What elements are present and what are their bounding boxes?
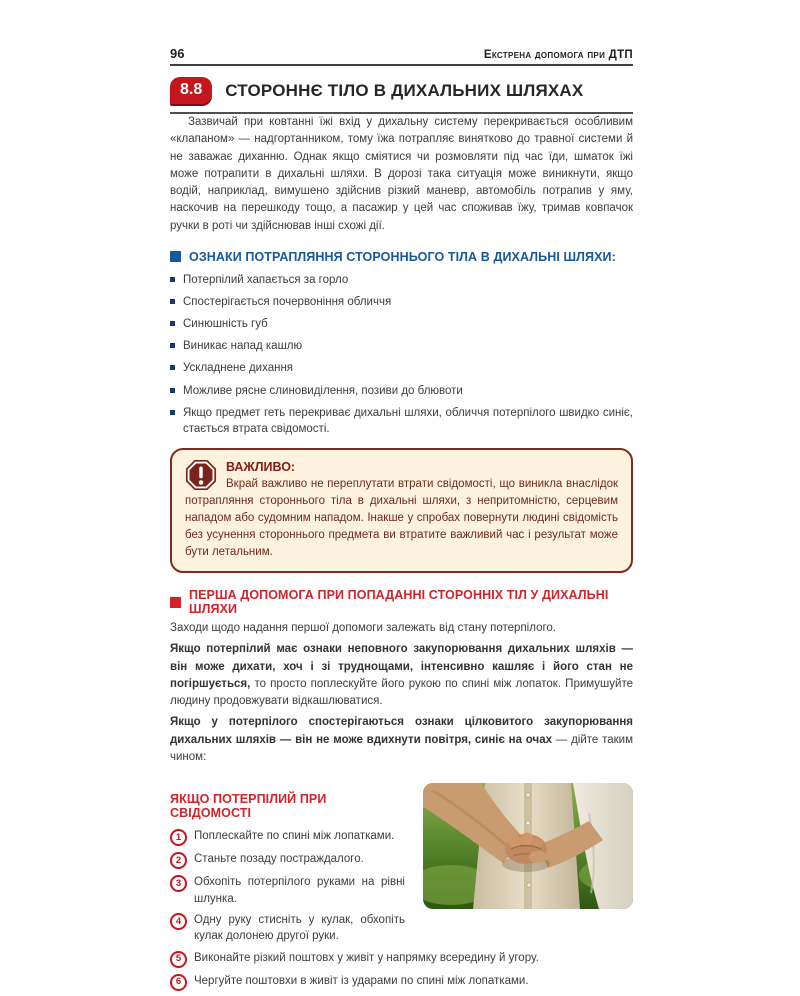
step-item: 4 Одну руку стисніть у кулак, обхопіть кулак долонею другої руки.: [170, 912, 405, 945]
sign-item: Ускладнене дихання: [170, 360, 633, 377]
blue-square-icon: [170, 251, 181, 262]
square-bullet-icon: [170, 343, 175, 348]
step-number-icon: 4: [170, 913, 187, 930]
sign-item: Синюшність губ: [170, 316, 633, 333]
first-aid-paragraph-3-bold: Якщо у потерпілого спостерігаються ознаки цілковитого закупорювання дихальних шляхів — він не може вдихнути повітря, синіє на очах: [170, 716, 633, 746]
first-aid-paragraph-3: [170, 714, 633, 766]
square-bullet-icon: [170, 365, 175, 370]
sign-item: Спостерігається почервоніння обличчя: [170, 294, 633, 311]
first-aid-paragraph-3-rest: — дійте таким чином:: [170, 733, 633, 763]
section-title-row: [170, 77, 633, 114]
first-aid-paragraph-2-rest: то просто поплескуйте його рукою по спині між лопаток. Примушуйте людину продовжувати відкашлюватися.: [170, 677, 633, 708]
running-title: Екстрена допомога при ДТП: [483, 49, 633, 61]
sign-item: Потерпілий хапається за горло: [170, 272, 633, 289]
step-number-icon: 1: [170, 829, 187, 846]
section-number-badge: 8.8: [170, 77, 212, 104]
step-item: 2 Станьте позаду постраждалого.: [170, 851, 405, 869]
step-number-icon: 2: [170, 852, 187, 869]
book-page: [170, 46, 633, 996]
step-number-icon: 3: [170, 875, 187, 892]
conscious-heading: ЯКЩО ПОТЕРПІЛИЙ ПРИ СВІДОМОСТІ: [170, 792, 327, 821]
warning-octagon-icon: [185, 459, 217, 491]
sign-item: Якщо предмет геть перекриває дихальні шляхи, обличчя потерпілого швидко синіє, стається втрата свідомості.: [170, 405, 633, 438]
step-item: 6 Чергуйте поштовхи в живіт із ударами по спині між лопатками.: [170, 973, 633, 991]
step-item: 5 Виконайте різкий поштовх у живіт у напрямку всередину й угору.: [170, 950, 633, 968]
step-item: 3 Обхопіть потерпілого руками на рівні шлунка.: [170, 874, 405, 907]
warning-box: [170, 448, 633, 573]
running-header: [170, 46, 633, 66]
red-square-icon: [170, 597, 181, 608]
square-bullet-icon: [170, 410, 175, 415]
first-aid-paragraph-1: Заходи щодо надання першої допомоги залежать від стану потерпілого.: [170, 622, 556, 635]
first-aid-heading: [170, 588, 633, 616]
heimlich-maneuver-photo: [423, 783, 633, 909]
intro-paragraph: Зазвичай при ковтанні їжі вхід у дихальну систему перекривається особливим «клапаном» — надгортанником, тому їжа потрапляє винятково до травної системи й не заважає диханню. Однак якщо сміятися чи розмовляти під час їди, шматок їжі може потрапити в дихальні шляхи. В дорозі така ситуація може виникнути, якщо водій, наприклад, вимушено здійснив різкий маневр, автомобіль потрапив у яму, наскочив на перешкоду тощо, а пасажир у цей час споживав їжу, тримав ковпачок ручки в роті чи здійснював інші схожі дії.: [170, 116, 633, 232]
signs-heading-label: ОЗНАКИ ПОТРАПЛЯННЯ СТОРОННЬОГО ТІЛА В ДИХАЛЬНІ ШЛЯХИ:: [189, 249, 616, 264]
section-title: СТОРОННЄ ТІЛО В ДИХАЛЬНИХ ШЛЯХАХ: [225, 80, 584, 100]
signs-heading: [170, 250, 633, 264]
conscious-victim-section: [170, 792, 633, 990]
signs-list: [170, 272, 633, 438]
step-item: 1 Поплескайте по спині між лопатками.: [170, 828, 405, 846]
square-bullet-icon: [170, 277, 175, 282]
step-number-icon: 5: [170, 951, 187, 968]
square-bullet-icon: [170, 388, 175, 393]
sign-item: Можливе рясне слиновиділення, позиви до блювоти: [170, 383, 633, 400]
square-bullet-icon: [170, 299, 175, 304]
page-number: 96: [170, 46, 185, 61]
first-aid-heading-label: ПЕРША ДОПОМОГА ПРИ ПОПАДАННІ СТОРОННІХ ТІЛ У ДИХАЛЬНІ ШЛЯХИ: [189, 588, 609, 617]
warning-label: ВАЖЛИВО:: [226, 460, 296, 475]
sign-item: Виникає напад кашлю: [170, 338, 633, 355]
first-aid-paragraph-2-bold: Якщо потерпілий має ознаки неповного закупорювання дихальних шляхів — він може дихати, хоч і зі труднощами, інтенсивно кашляє і його стан не погіршується,: [170, 643, 633, 690]
first-aid-paragraph-2: [170, 641, 633, 710]
warning-text: Вкрай важливо не переплутати втрати свідомості, що виникла внаслідок потрапляння стороннього тіла в дихальні шляхи, з непритомністю, серцевим нападом або судомним нападом. Інакше у спробах повернути людині свідомість без усунення стороннього предмета ви втратите важливий час і результат може бути летальним.: [185, 478, 618, 559]
square-bullet-icon: [170, 321, 175, 326]
step-number-icon: 6: [170, 974, 187, 991]
